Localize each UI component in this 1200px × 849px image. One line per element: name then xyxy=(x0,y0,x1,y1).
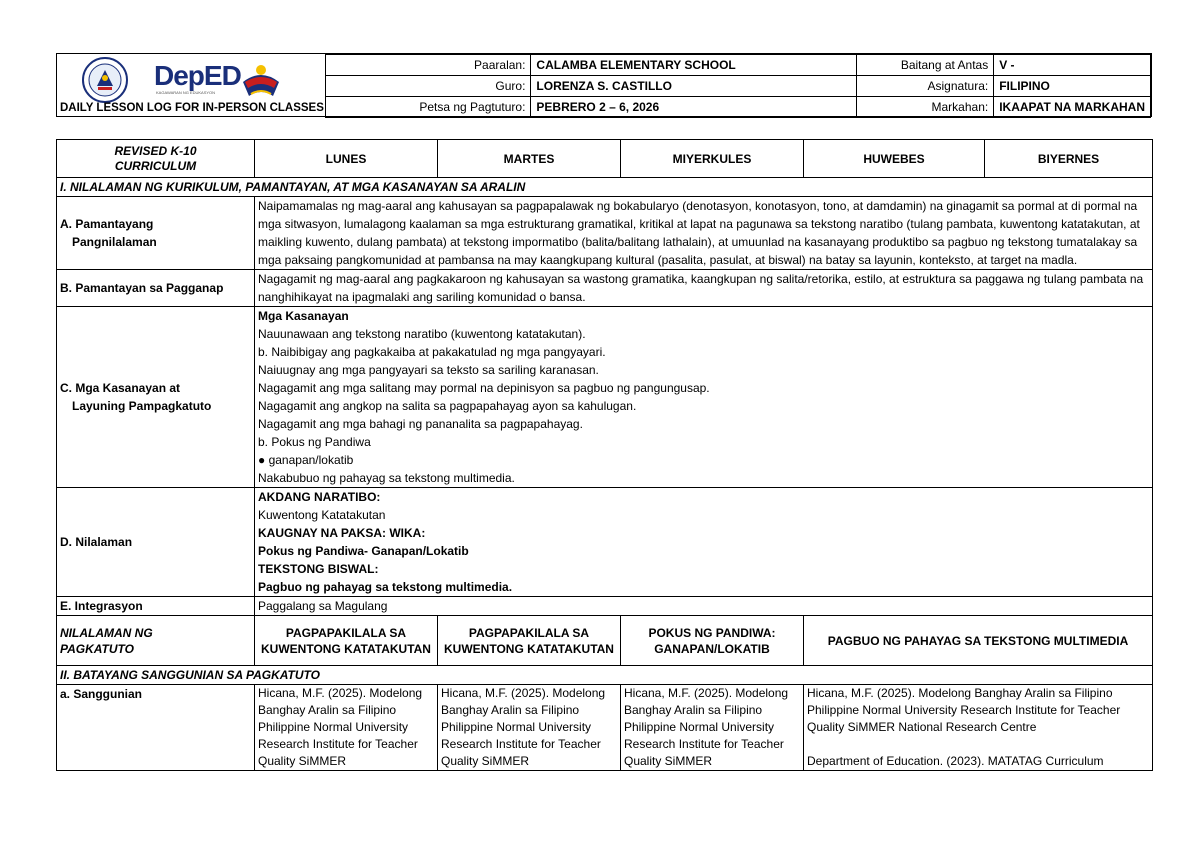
markahan-value: IKAAPAT NA MARKAHAN xyxy=(994,97,1151,118)
guro-value: LORENZA S. CASTILLO xyxy=(531,76,857,97)
baitang-label: Baitang at Antas xyxy=(857,55,994,76)
row-c-heading: Mga Kasanayan xyxy=(258,309,349,323)
tekstong-biswal-value: Pagbuo ng pahayag sa tekstong multimedia. xyxy=(258,580,513,594)
ref-miyerkules: Hicana, M.F. (2025). Modelong Banghay Aralin sa Filipino Philippine Normal University Research Institute for Teacher Quality SiMMER xyxy=(621,685,804,771)
ref-martes: Hicana, M.F. (2025). Modelong Banghay Aralin sa Filipino Philippine Normal University Research Institute for Teacher Quality SiMMER xyxy=(438,685,621,771)
row-sanggunian xyxy=(57,685,1153,771)
reference-text-2: Department of Education. (2023). MATATAG Curriculum xyxy=(807,754,1104,768)
topic-lunes: PAGPAPAKILALA SA KUWENTONG KATATAKUTAN xyxy=(255,616,438,666)
kaugnay-na-paksa-label: KAUGNAY NA PAKSA: WIKA: xyxy=(258,526,426,540)
row-c-content xyxy=(255,307,1153,488)
section-2-row xyxy=(57,666,1153,685)
topic-martes: PAGPAPAKILALA SA KUWENTONG KATATAKUTAN xyxy=(438,616,621,666)
list-item: Nagagamit ang angkop na salita sa pagpapahayag ayon sa kahulugan. xyxy=(258,399,637,413)
row-e-label: E. Integrasyon xyxy=(57,597,255,616)
row-integrasyon xyxy=(57,597,1153,616)
deped-logo-text: DepED xyxy=(154,60,241,91)
deped-logo-subtext: KAGAWARAN NG EDUKASYON xyxy=(156,90,216,95)
row-b-content: Nagagamit ng mag-aaral ang pagkakaroon ng kahusayan sa wastong gramatika, kaangkupan ng salita/retorika, estilo, at estruktura sa paggawa ng tulang pambata na nanghihikayat na ipagmalaki ang sariling komunidad o bansa. xyxy=(255,270,1153,307)
list-item: Nauunawaan ang tekstong naratibo (kuwentong katatakutan). xyxy=(258,327,586,341)
section-1-row xyxy=(57,178,1153,197)
table-header-row xyxy=(57,140,1153,178)
paaralan-value: CALAMBA ELEMENTARY SCHOOL xyxy=(531,55,857,76)
baitang-value: V - xyxy=(994,55,1151,76)
markahan-label: Markahan: xyxy=(857,97,994,118)
paaralan-label: Paaralan: xyxy=(326,55,531,76)
row-a-content: Naipamamalas ng mag-aaral ang kahusayan sa pagpapalawak ng bokabularyo (denotasyon, konotasyon, tono, at damdamin) na ginagamit sa pormal at di pormal na mga sitwasyon, lumalagong kaalaman sa mga estrukturang gramatikal, kritikal at lapat na pagunawa sa tekstong naratibo (tulang pambata, kuwentong katatakutan, at maikling kuwento, dulang pambata) at tekstong impormatibo (balita/balitang lathalain), at umuunlad na kasanayang produktibo sa pagbuo ng tekstong tumatalakay sa mga paksaing pangkomunidad at pambansa na may kaangkupang kultural (pasalita, pasulat, at biswal) na batay sa layunin, konteksto, at target na madla. xyxy=(255,197,1153,270)
akdang-naratibo-label: AKDANG NARATIBO: xyxy=(258,490,381,504)
list-item: b. Naibibigay ang pagkakaiba at pakakatulad ng mga pangyayari. xyxy=(258,345,606,359)
guro-label: Guro: xyxy=(326,76,531,97)
lesson-log-table xyxy=(56,139,1153,771)
row-d-label: D. Nilalaman xyxy=(57,488,255,597)
header-info-table xyxy=(325,54,1151,118)
section-2-heading: II. BATAYANG SANGGUNIAN SA PAGKATUTO xyxy=(57,666,1153,685)
ref-huwebes-biyernes xyxy=(804,685,1153,771)
nilalaman-label: NILALAMAN NG PAGKATUTO xyxy=(57,616,255,666)
list-item: b. Pokus ng Pandiwa xyxy=(258,435,371,449)
section-1-heading: I. NILALAMAN NG KURIKULUM, PAMANTAYAN, AT MGA KASANAYAN SA ARALIN xyxy=(57,178,1153,197)
list-item: Nakabubuo ng pahayag sa tekstong multimedia. xyxy=(258,471,515,485)
row-c-label: C. Mga Kasanayan at Layuning Pampagkatuto xyxy=(57,307,255,488)
asignatura-label: Asignatura: xyxy=(857,76,994,97)
petsa-value: PEBRERO 2 – 6, 2026 xyxy=(531,97,857,118)
topic-huwebes-biyernes: PAGBUO NG PAHAYAG SA TEKSTONG MULTIMEDIA xyxy=(804,616,1153,666)
row-kasanayan xyxy=(57,307,1153,488)
day-header-biyernes: BIYERNES xyxy=(985,140,1153,178)
reference-text: Hicana, M.F. (2025). Modelong Banghay Aralin sa Filipino Philippine Normal University Research Institute for Teacher Quality SiMMER National Research Centre xyxy=(807,686,1121,734)
list-item: Nagagamit ang mga salitang may pormal na depinisyon sa pagbuo ng pangungusap. xyxy=(258,381,710,395)
ref-lunes: Hicana, M.F. (2025). Modelong Banghay Aralin sa Filipino Philippine Normal University Research Institute for Teacher Quality SiMMER xyxy=(255,685,438,771)
tekstong-biswal-label: TEKSTONG BISWAL: xyxy=(258,562,379,576)
row-b-label: B. Pamantayan sa Pagganap xyxy=(57,270,255,307)
deped-seal-icon xyxy=(79,56,131,104)
row-pamantayan-sa-pagganap xyxy=(57,270,1153,307)
row-nilalaman xyxy=(57,488,1153,597)
row-e-content: Paggalang sa Magulang xyxy=(255,597,1153,616)
row-a-label: A. Pamantayang Pangnilalaman xyxy=(57,197,255,270)
list-item: Naiuugnay ang mga pangyayari sa teksto sa sariling karanasan. xyxy=(258,363,599,377)
document-title: DAILY LESSON LOG FOR IN-PERSON CLASSES xyxy=(60,102,324,114)
sanggunian-label: a. Sanggunian xyxy=(57,685,255,771)
logo-area xyxy=(57,54,326,116)
row-pamantayang-pangnilalaman xyxy=(57,197,1153,270)
row-d-content xyxy=(255,488,1153,597)
day-header-miyerkules: MIYERKULES xyxy=(621,140,804,178)
asignatura-value: FILIPINO xyxy=(994,76,1151,97)
day-header-martes: MARTES xyxy=(438,140,621,178)
topic-miyerkules: POKUS NG PANDIWA: GANAPAN/LOKATIB xyxy=(621,616,804,666)
header-block xyxy=(56,53,1152,117)
day-header-lunes: LUNES xyxy=(255,140,438,178)
kaugnay-na-paksa-value: Pokus ng Pandiwa- Ganapan/Lokatib xyxy=(258,544,469,558)
akdang-naratibo-value: Kuwentong Katatakutan xyxy=(258,508,386,522)
row-nilalaman-ng-pagkatuto xyxy=(57,616,1153,666)
petsa-label: Petsa ng Pagtuturo: xyxy=(326,97,531,118)
bagong-pilipinas-logo-icon xyxy=(237,58,285,104)
curriculum-header: REVISED K-10 CURRICULUM xyxy=(57,140,255,178)
list-item: ● ganapan/lokatib xyxy=(258,453,354,467)
day-header-huwebes: HUWEBES xyxy=(804,140,985,178)
list-item: Nagagamit ang mga bahagi ng pananalita sa pagpapahayag. xyxy=(258,417,583,431)
